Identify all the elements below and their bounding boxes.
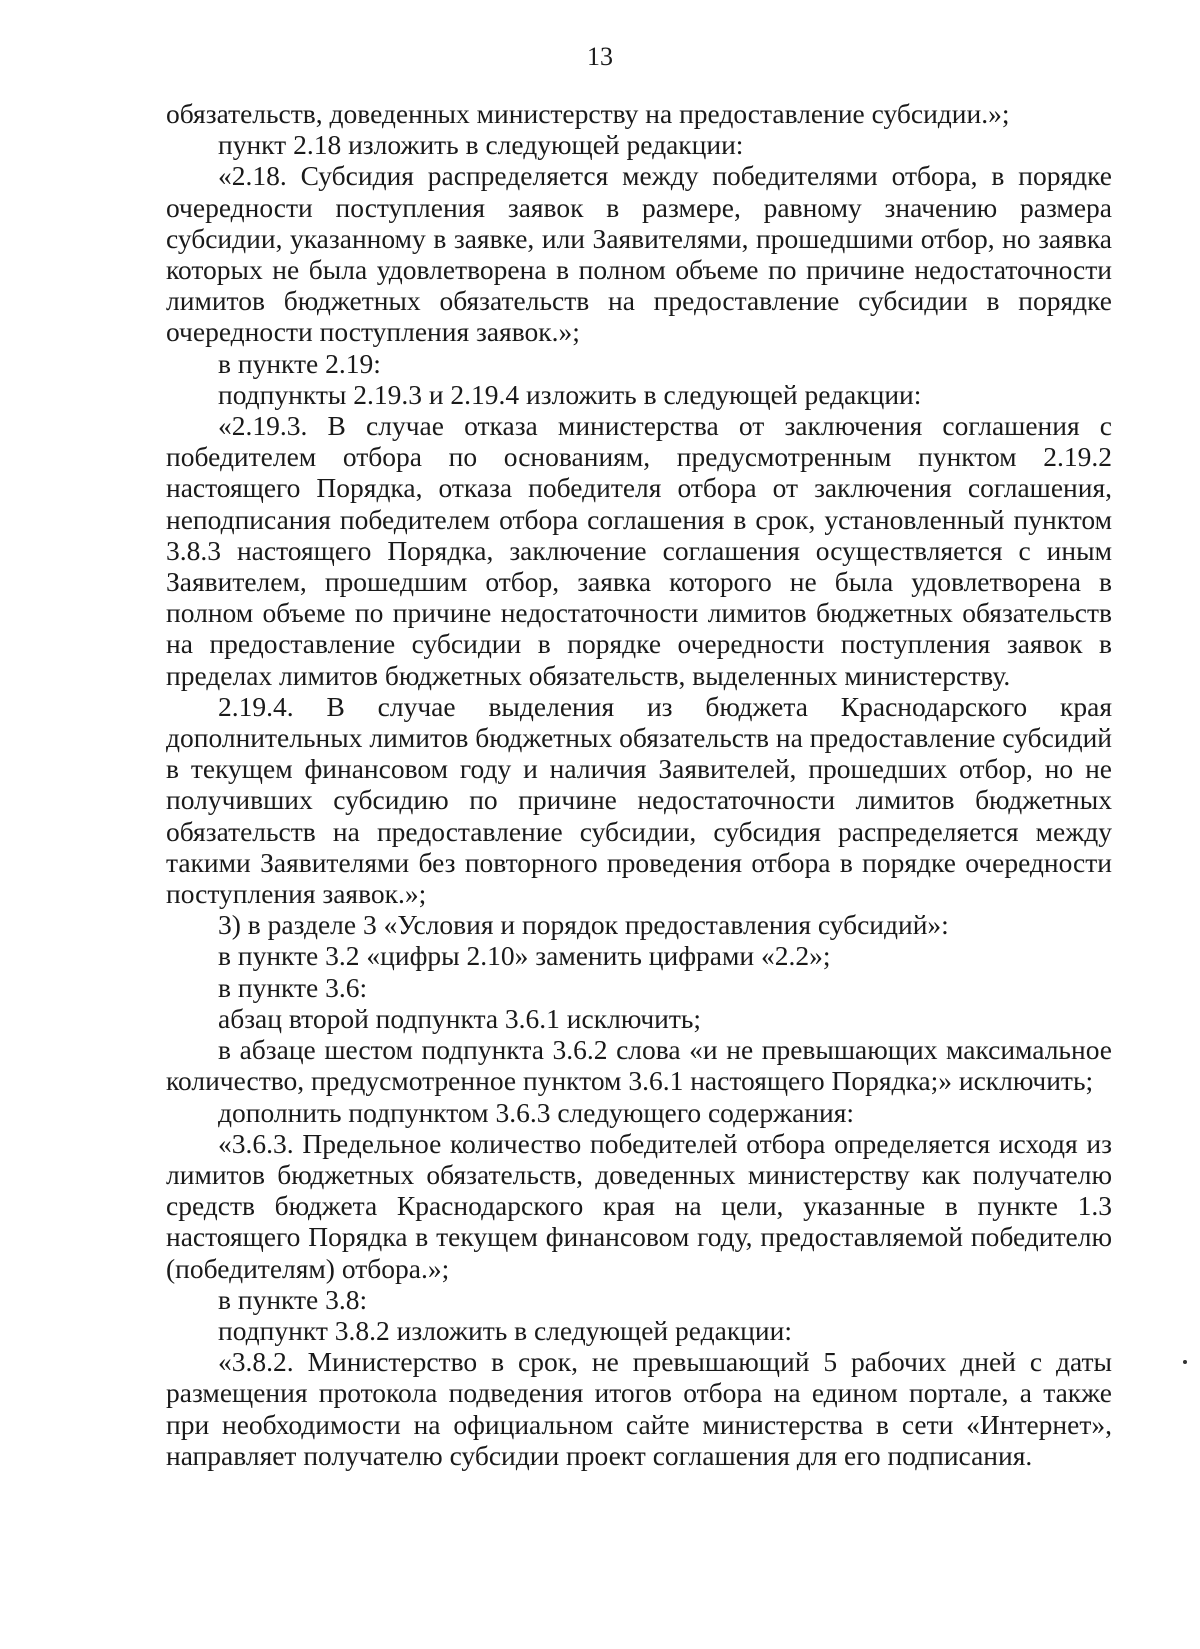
paragraph: пункт 2.18 изложить в следующей редакции: bbox=[218, 129, 744, 161]
paragraph: в пункте 3.6: bbox=[218, 971, 368, 1003]
paragraph: 3) в разделе 3 «Условия и порядок предоставления субсидий»: bbox=[218, 909, 949, 941]
document-body bbox=[166, 98, 1112, 1471]
paragraph: дополнить подпунктом 3.6.3 следующего содержания: bbox=[218, 1096, 855, 1128]
paragraph: «2.19.3. В случае отказа министерства от заключения соглашения с победителем отбора по основаниям, предусмотренным пунктом 2.19.2 настоящего Порядка, отказа победителя отбора от заключения соглашения, неподписания победителем отбора соглашения в срок, установленный пунктом 3.8.3 настоящего Порядка, заключение соглашения осуществляется с иным Заявителем, прошедшим отбор, заявка которого не была удовлетворена в полном объеме по причине недостаточности лимитов бюджетных обязательств на предоставление субсидии в порядке очередности поступления заявок в пределах лимитов бюджетных обязательств, выделенных министерству. bbox=[166, 410, 1112, 691]
page-number: 13 bbox=[587, 42, 613, 71]
paragraph: «3.6.3. Предельное количество победителей отбора определяется исходя из лимитов бюджетных обязательств, доведенных министерству как получателю средств бюджета Краснодарского края на цели, указанные в пункте 1.3 настоящего Порядка в текущем финансовом году, предоставляемой победителю (победителям) отбора.»; bbox=[166, 1127, 1112, 1284]
paragraph: обязательств, доведенных министерству на предоставление субсидии.»; bbox=[166, 98, 1010, 129]
paragraph: в абзаце шестом подпункта 3.6.2 слова «и не превышающих максимальное количество, предусмотренное пунктом 3.6.1 настоящего Порядка;» исключить; bbox=[166, 1034, 1112, 1097]
paragraph: в пункте 3.2 «цифры 2.10» заменить цифрами «2.2»; bbox=[218, 940, 831, 972]
paragraph: подпункты 2.19.3 и 2.19.4 изложить в следующей редакции: bbox=[218, 378, 922, 410]
paragraph: абзац второй подпункта 3.6.1 исключить; bbox=[218, 1002, 702, 1034]
paragraph: в пункте 2.19: bbox=[218, 347, 381, 379]
paragraph: 2.19.4. В случае выделения из бюджета Краснодарского края дополнительных лимитов бюджетных обязательств на предоставление субсидий в текущем финансовом году и наличия Заявителей, прошедших отбор, но не получивших субсидию по причине недостаточности лимитов бюджетных обязательств на предоставление субсидии, субсидия распределяется между такими Заявителями без повторного проведения отбора в порядке очередности поступления заявок.»; bbox=[166, 690, 1112, 910]
scan-speck bbox=[1183, 1360, 1187, 1364]
paragraph: подпункт 3.8.2 изложить в следующей редакции: bbox=[218, 1314, 792, 1346]
paragraph: «3.8.2. Министерство в срок, не превышающий 5 рабочих дней с даты размещения протокола подведения итогов отбора на едином портале, а также при необходимости на официальном сайте министерства в сети «Интернет», направляет получателю субсидии проект соглашения для его подписания. bbox=[166, 1346, 1112, 1471]
paragraph: «2.18. Субсидия распределяется между победителями отбора, в порядке очередности поступления заявок в размере, равному значению размера субсидии, указанному в заявке, или Заявителями, прошедшими отбор, но заявка которых не была удовлетворена в полном объеме по причине недостаточности лимитов бюджетных обязательств на предоставление субсидии в порядке очередности поступления заявок.»; bbox=[166, 160, 1112, 348]
paragraph: в пункте 3.8: bbox=[218, 1283, 368, 1315]
